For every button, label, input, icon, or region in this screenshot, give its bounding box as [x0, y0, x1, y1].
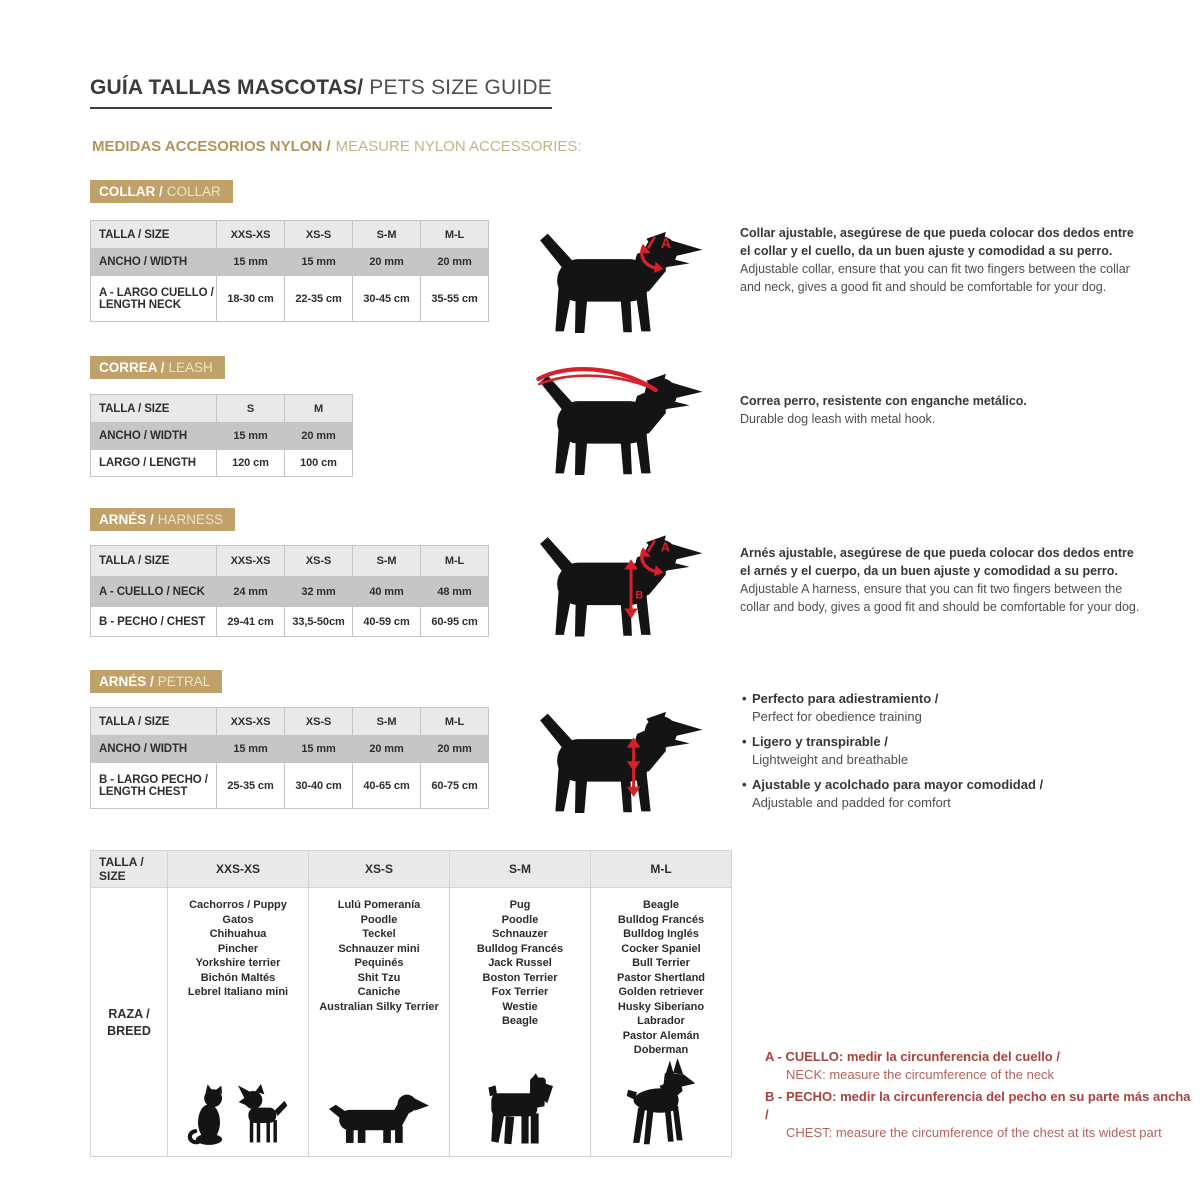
table-cell: 35-55 cm: [420, 275, 488, 321]
table-cell: 40-65 cm: [352, 762, 420, 808]
table-header-cell: TALLA / SIZE: [91, 395, 216, 422]
collar-section-badge: [90, 180, 233, 203]
breed-list: Beagle Bulldog Francés Bulldog Inglés Cocker Spaniel Bull Terrier Pastor Shertland Golden retriever Husky Siberiano Labrador Pastor Alemán Doberman: [616, 899, 706, 1056]
collar-size-table: [90, 220, 489, 322]
page-subtitle-es: MEDIDAS ACCESORIOS NYLON /: [92, 138, 331, 155]
list-item: [742, 733, 1152, 769]
dachshund-silhouette: [329, 1087, 429, 1148]
table-cell: 25-35 cm: [216, 762, 284, 808]
breeds-cell-xxs-xs: [167, 887, 308, 1156]
table-cell: 24 mm: [216, 576, 284, 606]
table-cell: 40-59 cm: [352, 606, 420, 636]
table-header-cell: XXS-XS: [216, 708, 284, 735]
row-label: LARGO / LENGTH: [91, 449, 216, 476]
dog-harness-illustration: [535, 522, 705, 644]
table-cell: 120 cm: [216, 449, 284, 476]
table-cell: 20 mm: [284, 422, 352, 449]
collar-badge-en: COLLAR: [166, 184, 221, 199]
bullet-en: Perfect for obedience training: [752, 709, 922, 724]
dog-leash-illustration: [535, 362, 705, 481]
chihuahua-silhouette: [237, 1084, 289, 1148]
table-cell: 100 cm: [284, 449, 352, 476]
table-cell: 15 mm: [284, 735, 352, 762]
table-header-cell: XS-S: [308, 851, 449, 887]
note-b-en: CHEST: measure the circumference of the chest at its widest part: [786, 1125, 1162, 1140]
breeds-row-label: RAZA / BREED: [91, 887, 167, 1156]
measuring-notes: [765, 1048, 1195, 1146]
table-cell: 33,5-50cm: [284, 606, 352, 636]
row-label: ANCHO / WIDTH: [91, 422, 216, 449]
leash-description: [740, 392, 1140, 428]
note-a-en: NECK: measure the circumference of the neck: [786, 1067, 1055, 1082]
table-header-cell: M-L: [590, 851, 731, 887]
table-header-cell: XXS-XS: [216, 546, 284, 576]
dog-collar-illustration: [535, 220, 705, 339]
page-title-es: GUÍA TALLAS MASCOTAS/: [90, 76, 364, 99]
row-label: ANCHO / WIDTH: [91, 248, 216, 275]
table-header-cell: S-M: [352, 221, 420, 248]
row-label: A - LARGO CUELLO / LENGTH NECK: [91, 275, 216, 321]
harness-desc-es: Arnés ajustable, asegúrese de que pueda colocar dos dedos entre el arnés y el cuerpo, da un buen ajuste y comodidad a su perro.: [740, 546, 1134, 578]
collar-badge-es: COLLAR /: [99, 184, 163, 199]
collar-description: [740, 224, 1140, 296]
table-cell: 48 mm: [420, 576, 488, 606]
schnauzer-silhouette: [487, 1073, 553, 1148]
table-header-cell: S-M: [449, 851, 590, 887]
doberman-silhouette: [613, 1058, 709, 1148]
list-item: [742, 776, 1152, 812]
petral-section-badge: [90, 670, 222, 693]
table-cell: 15 mm: [216, 735, 284, 762]
cat-silhouette: [187, 1084, 231, 1148]
leash-badge-en: LEASH: [168, 360, 213, 375]
table-header-cell: TALLA / SIZE: [91, 546, 216, 576]
bullet-en: Adjustable and padded for comfort: [752, 795, 951, 810]
table-cell: 30-40 cm: [284, 762, 352, 808]
breeds-body-row: [91, 887, 731, 1156]
table-header-cell: M-L: [420, 221, 488, 248]
bullet-es: • Ligero y transpirable /: [742, 733, 1152, 751]
collar-desc-es: Collar ajustable, asegúrese de que pueda colocar dos dedos entre el collar y el cuello, da un buen ajuste y comodidad a su perro.: [740, 226, 1134, 258]
table-cell: 32 mm: [284, 576, 352, 606]
row-label: ANCHO / WIDTH: [91, 735, 216, 762]
breeds-cell-s-m: [449, 887, 590, 1156]
table-header-cell: S-M: [352, 708, 420, 735]
page-title: [90, 76, 552, 109]
letter-a-marker: A: [660, 539, 671, 555]
table-header-cell: XS-S: [284, 221, 352, 248]
table-header-cell: S-M: [352, 546, 420, 576]
table-header-cell: M-L: [420, 708, 488, 735]
table-header-cell: TALLA / SIZE: [91, 708, 216, 735]
table-cell: 20 mm: [352, 248, 420, 275]
table-cell: 18-30 cm: [216, 275, 284, 321]
petral-feature-list: [742, 690, 1152, 819]
page-subtitle: [92, 138, 582, 155]
row-label: B - LARGO PECHO / LENGTH CHEST: [91, 762, 216, 808]
breeds-table: [90, 850, 732, 1157]
table-header-cell: TALLA / SIZE: [91, 851, 167, 887]
breed-list: Lulú Pomeranía Poodle Teckel Schnauzer mini Pequinés Shit Tzu Caniche Australian Silky Terrier: [319, 899, 439, 1013]
harness-desc-en: Adjustable A harness, ensure that you can fit two fingers between the collar and body, gives a good fit and should be comfortable for your dog.: [740, 582, 1140, 614]
table-cell: 15 mm: [216, 248, 284, 275]
page-subtitle-en: MEASURE NYLON ACCESSORIES:: [335, 138, 582, 155]
table-header-cell: XS-S: [284, 708, 352, 735]
bullet-es: • Perfecto para adiestramiento /: [742, 690, 1152, 708]
breeds-cell-m-l: [590, 887, 731, 1156]
list-item: [742, 690, 1152, 726]
table-cell: 15 mm: [216, 422, 284, 449]
bullet-es: • Ajustable y acolchado para mayor comodidad /: [742, 776, 1152, 794]
breeds-header-row: [91, 851, 731, 887]
harness-badge-es: ARNÉS /: [99, 512, 154, 527]
leash-desc-es: Correa perro, resistente con enganche metálico.: [740, 394, 1027, 408]
harness-size-table: [90, 545, 489, 637]
leash-desc-en: Durable dog leash with metal hook.: [740, 412, 936, 426]
table-cell: 29-41 cm: [216, 606, 284, 636]
row-label: A - CUELLO / NECK: [91, 576, 216, 606]
collar-desc-en: Adjustable collar, ensure that you can fit two fingers between the collar and neck, gives a good fit and should be comfortable for your dog.: [740, 262, 1130, 294]
petral-size-table: [90, 707, 489, 809]
table-header-cell: TALLA / SIZE: [91, 221, 216, 248]
note-b-es: B - PECHO: medir la circunferencia del pecho en su parte más ancha /: [765, 1089, 1191, 1122]
table-header-cell: XXS-XS: [167, 851, 308, 887]
note-a-es: A - CUELLO: medir la circunferencia del cuello /: [765, 1049, 1060, 1064]
bullet-en: Lightweight and breathable: [752, 752, 909, 767]
breed-list: Pug Poodle Schnauzer Bulldog Francés Jack Russel Boston Terrier Fox Terrier Westie Beagle: [476, 899, 564, 1027]
row-label: B - PECHO / CHEST: [91, 606, 216, 636]
harness-badge-en: HARNESS: [157, 512, 224, 527]
petral-badge-en: PETRAL: [157, 674, 211, 689]
letter-a-marker: A: [660, 236, 672, 253]
table-header-cell: M: [284, 395, 352, 422]
petral-badge-es: ARNÉS /: [99, 674, 154, 689]
table-cell: 60-95 cm: [420, 606, 488, 636]
letter-b-marker: B: [635, 589, 644, 602]
table-cell: 40 mm: [352, 576, 420, 606]
table-cell: 22-35 cm: [284, 275, 352, 321]
leash-section-badge: [90, 356, 225, 379]
table-cell: 30-45 cm: [352, 275, 420, 321]
table-cell: 60-75 cm: [420, 762, 488, 808]
table-header-cell: XXS-XS: [216, 221, 284, 248]
breeds-cell-xs-s: [308, 887, 449, 1156]
breed-list: Cachorros / Puppy Gatos Chihuahua Pincher Yorkshire terrier Bichón Maltés Lebrel Italiano mini: [187, 899, 289, 998]
dog-petral-illustration: [535, 700, 705, 819]
table-header-cell: S: [216, 395, 284, 422]
table-cell: 20 mm: [420, 735, 488, 762]
leash-badge-es: CORREA /: [99, 360, 165, 375]
table-cell: 20 mm: [420, 248, 488, 275]
table-cell: 15 mm: [284, 248, 352, 275]
leash-size-table: [90, 394, 353, 477]
table-header-cell: XS-S: [284, 546, 352, 576]
harness-description: [740, 544, 1140, 616]
table-header-cell: M-L: [420, 546, 488, 576]
harness-section-badge: [90, 508, 235, 531]
table-cell: 20 mm: [352, 735, 420, 762]
page-title-en: PETS SIZE GUIDE: [369, 76, 552, 99]
